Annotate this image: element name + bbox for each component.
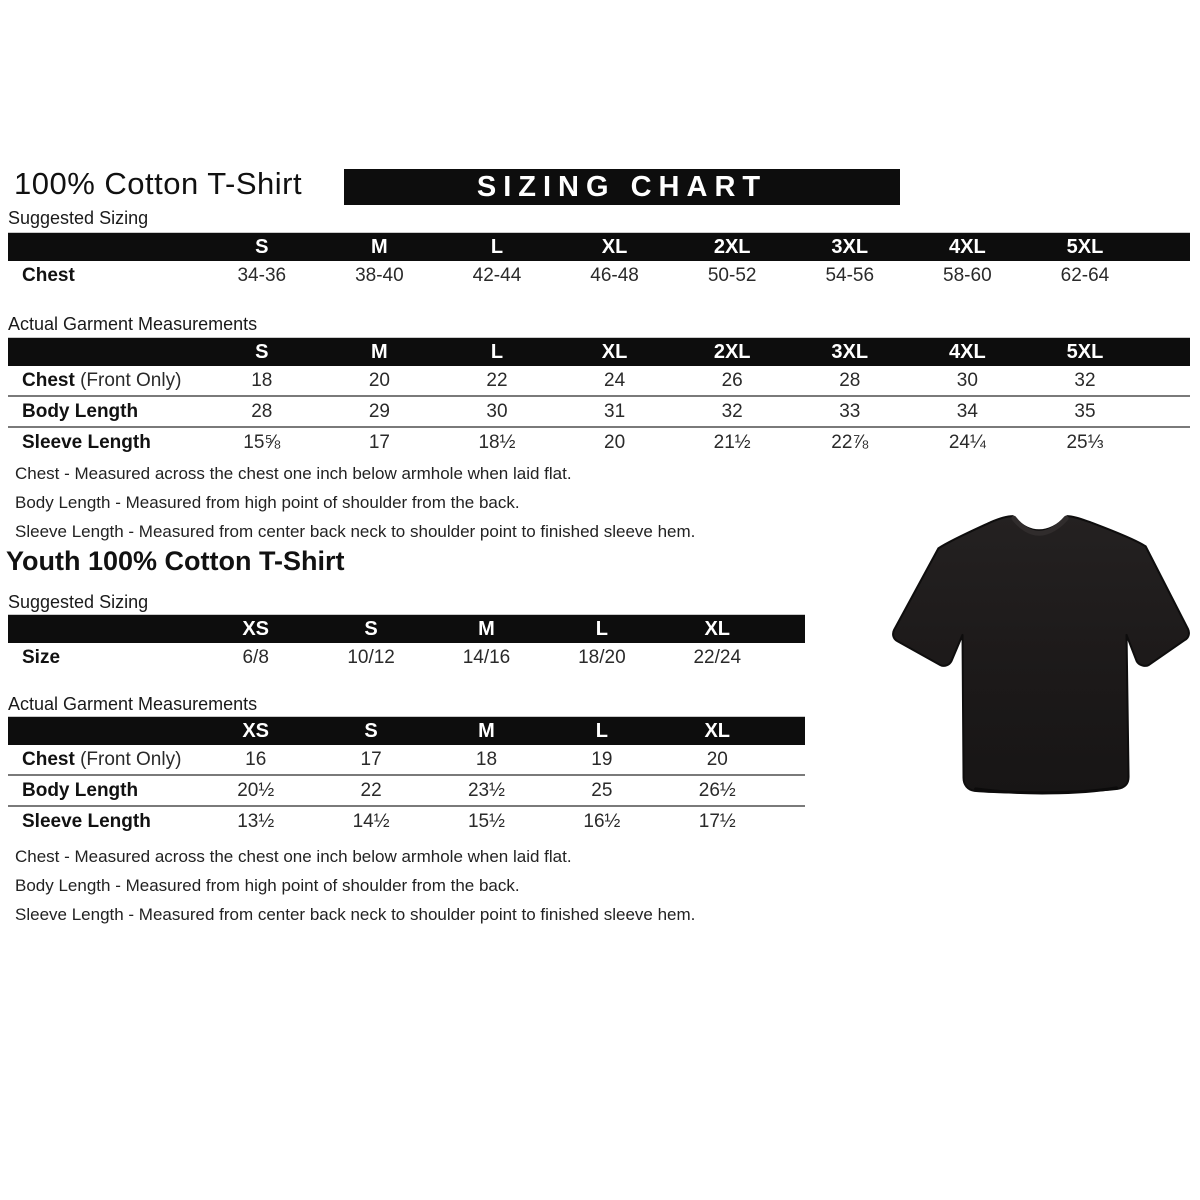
- note-chest: Chest - Measured across the chest one inch below armhole when laid flat.: [15, 464, 572, 483]
- cell-value: 28: [251, 401, 273, 422]
- adult-section-title: 100% Cotton T-Shirt: [14, 166, 303, 201]
- column-header-2xl: 2XL: [713, 341, 751, 363]
- row-label: Sleeve Length: [22, 432, 151, 453]
- cell-value: 34: [956, 401, 978, 422]
- cell-value: 30: [486, 401, 508, 422]
- black-tshirt-image: [885, 488, 1195, 810]
- column-header-s: S: [364, 618, 378, 640]
- cell-value: 16: [245, 749, 267, 770]
- cell-value: 20: [604, 432, 626, 453]
- cell-value: 20: [706, 749, 728, 770]
- column-header-s: S: [364, 720, 378, 742]
- cell-value: 6/8: [242, 647, 269, 668]
- cell-value: 35: [1074, 401, 1096, 422]
- cell-value: 16½: [583, 811, 621, 832]
- cell-value: 22: [360, 780, 382, 801]
- cell-value: 62-64: [1060, 265, 1110, 286]
- adult-measurement-notes: [15, 459, 695, 546]
- cell-value: 22⅞: [831, 432, 869, 453]
- tshirt-body: [893, 516, 1189, 792]
- table-header-row: [8, 337, 1190, 366]
- cell-value: 17: [360, 749, 382, 770]
- row-label: Body Length: [22, 401, 139, 422]
- column-header-l: L: [490, 236, 504, 258]
- table-row-body-length: [8, 774, 805, 805]
- cell-value: 20: [368, 370, 390, 391]
- cell-value: 19: [591, 749, 613, 770]
- cell-value: 17: [368, 432, 390, 453]
- cell-value: 30: [956, 370, 978, 391]
- column-header-4xl: 4XL: [949, 341, 986, 363]
- cell-value: 20½: [237, 780, 275, 801]
- row-label: Chest: [22, 265, 75, 286]
- youth-actual-measurements-table: [8, 716, 805, 836]
- cell-value: 26: [721, 370, 743, 391]
- table-header-row: [8, 614, 805, 643]
- adult-actual-measurements-label: Actual Garment Measurements: [8, 314, 258, 334]
- column-header-m: M: [371, 236, 388, 258]
- youth-suggested-sizing-label: Suggested Sizing: [8, 592, 149, 612]
- cell-value: 33: [839, 401, 861, 422]
- cell-value: 58-60: [943, 265, 992, 286]
- adult-suggested-sizing-table: [8, 232, 1190, 290]
- note-sleeve-length: Sleeve Length - Measured from center back neck to shoulder point to finished sleeve hem.: [15, 522, 696, 541]
- column-header-xs: XS: [242, 618, 270, 640]
- row-label: Size: [22, 647, 61, 668]
- table-row-chest: [8, 261, 1190, 290]
- table-row-body-length: [8, 395, 1190, 426]
- note-chest: Chest - Measured across the chest one inch below armhole when laid flat.: [15, 847, 572, 866]
- cell-value: 50-52: [707, 265, 757, 286]
- table-header-row: [8, 232, 1190, 261]
- cell-value: 14/16: [462, 647, 511, 668]
- youth-measurement-notes: [15, 842, 695, 929]
- column-header-5xl: 5XL: [1066, 341, 1104, 363]
- cell-value: 42-44: [472, 265, 522, 286]
- column-header-s: S: [255, 341, 269, 363]
- cell-value: 15⅝: [243, 432, 281, 453]
- column-header-xl: XL: [704, 618, 731, 640]
- cell-value: 21½: [713, 432, 751, 453]
- cell-value: 46-48: [590, 265, 639, 286]
- cell-value: 14½: [352, 811, 390, 832]
- cell-value: 22: [486, 370, 508, 391]
- cell-value: 31: [604, 401, 626, 422]
- table-row-chest: [8, 366, 1190, 395]
- row-label: Body Length: [22, 780, 139, 801]
- column-header-m: M: [371, 341, 388, 363]
- cell-value: 26½: [698, 780, 736, 801]
- cell-value: 18: [475, 749, 498, 770]
- youth-section-title: Youth 100% Cotton T-Shirt: [6, 546, 345, 576]
- cell-value: 32: [1074, 370, 1096, 391]
- column-header-5xl: 5XL: [1066, 236, 1104, 258]
- table-row-sleeve-length: [8, 805, 805, 836]
- column-header-s: S: [255, 236, 269, 258]
- table-row-sleeve-length: [8, 426, 1190, 457]
- column-header-3xl: 3XL: [831, 236, 869, 258]
- youth-suggested-sizing-table: [8, 614, 805, 672]
- column-header-l: L: [490, 341, 504, 363]
- adult-actual-measurements-table: [8, 337, 1190, 457]
- cell-value: 15½: [467, 811, 505, 832]
- cell-value: 38-40: [355, 265, 404, 286]
- cell-value: 23½: [467, 780, 505, 801]
- cell-value: 25: [591, 780, 613, 801]
- table-row-size: [8, 643, 805, 672]
- column-header-2xl: 2XL: [713, 236, 751, 258]
- cell-value: 25⅓: [1066, 432, 1104, 453]
- cell-value: 54-56: [825, 265, 875, 286]
- row-label: Chest (Front Only): [22, 370, 182, 391]
- column-header-m: M: [478, 618, 495, 640]
- cell-value: 28: [839, 370, 861, 391]
- cell-value: 34-36: [237, 265, 287, 286]
- column-header-xl: XL: [601, 341, 628, 363]
- tshirt-graphic: [885, 488, 1195, 810]
- column-header-xl: XL: [601, 236, 628, 258]
- column-header-xl: XL: [704, 720, 731, 742]
- cell-value: 24¼: [948, 432, 986, 453]
- cell-value: 24: [604, 370, 626, 391]
- adult-suggested-sizing-label: Suggested Sizing: [8, 208, 149, 228]
- cell-value: 13½: [237, 811, 275, 832]
- table-header-row: [8, 716, 805, 745]
- cell-value: 10/12: [347, 647, 395, 668]
- cell-value: 17½: [698, 811, 736, 832]
- sizing-chart-banner: SIZING CHART: [344, 169, 900, 205]
- column-header-4xl: 4XL: [949, 236, 986, 258]
- note-sleeve-length: Sleeve Length - Measured from center back neck to shoulder point to finished sleeve hem.: [15, 905, 696, 924]
- table-row-chest: [8, 745, 805, 774]
- column-header-m: M: [478, 720, 495, 742]
- column-header-3xl: 3XL: [831, 341, 869, 363]
- youth-actual-measurements-label: Actual Garment Measurements: [8, 694, 258, 714]
- row-label: Sleeve Length: [22, 811, 151, 832]
- cell-value: 32: [721, 401, 743, 422]
- cell-value: 22/24: [693, 647, 742, 668]
- column-header-l: L: [595, 618, 608, 640]
- cell-value: 18/20: [578, 647, 626, 668]
- note-body-length: Body Length - Measured from high point of shoulder from the back.: [15, 876, 520, 895]
- column-header-xs: XS: [242, 720, 270, 742]
- cell-value: 18½: [478, 432, 516, 453]
- cell-value: 18: [251, 370, 273, 391]
- column-header-l: L: [595, 720, 608, 742]
- note-body-length: Body Length - Measured from high point of shoulder from the back.: [15, 493, 520, 512]
- cell-value: 29: [368, 401, 390, 422]
- row-label: Chest (Front Only): [22, 749, 182, 770]
